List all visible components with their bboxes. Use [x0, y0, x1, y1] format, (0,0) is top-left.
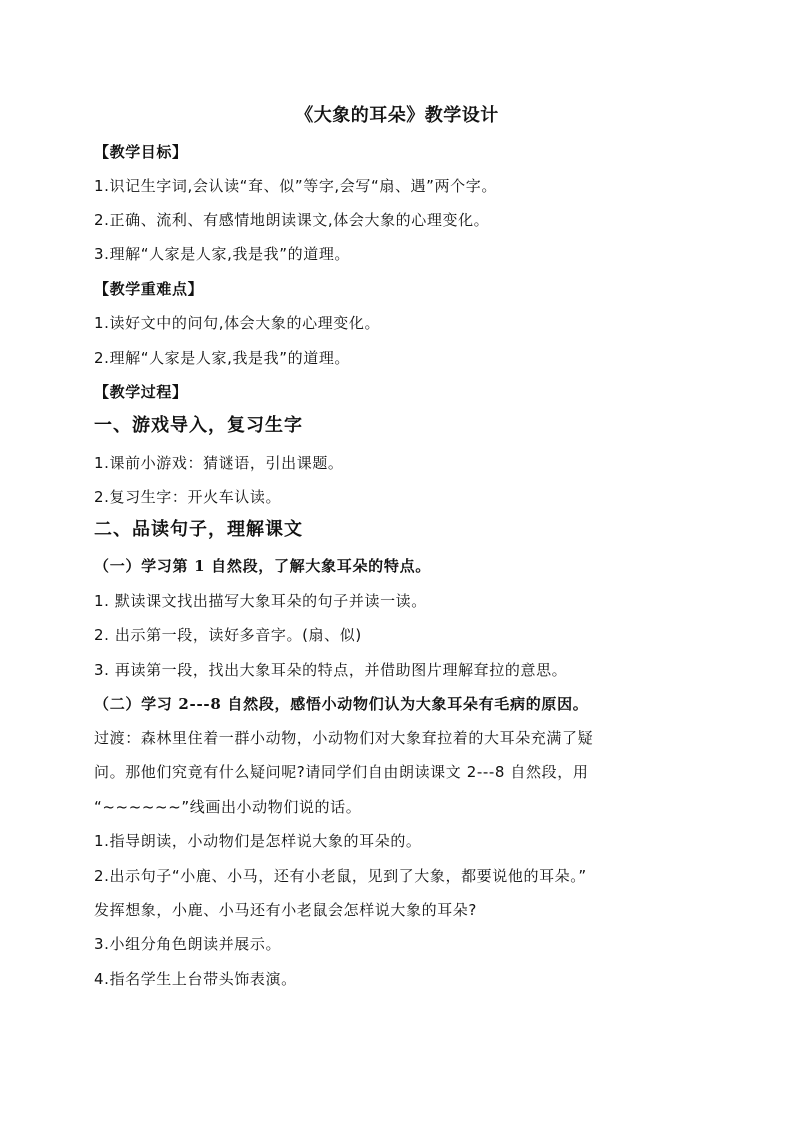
sub2-item-1: 1.指导朗读，小动物们是怎样说大象的耳朵的。 [94, 832, 422, 850]
sub2-item-4: 4.指名学生上台带头饰表演。 [94, 970, 297, 988]
sub2-item-3: 3.小组分角色朗读并展示。 [94, 935, 282, 953]
sub2-item-2-continued: 发挥想象，小鹿、小马还有小老鼠会怎样说大象的耳朵? [94, 901, 477, 919]
transition-line-2: 问。那他们究竟有什么疑问呢?请同学们自由朗读课文 2---8 自然段，用 [94, 763, 589, 781]
goal-item-3: 3.理解“人家是人家,我是我”的道理。 [94, 245, 351, 263]
sub1-item-1: 1. 默读课文找出描写大象耳朵的句子并读一读。 [94, 592, 427, 610]
sub1-item-2: 2. 出示第一段，读好多音字。(扇、似) [94, 626, 362, 644]
document-title: 《大象的耳朵》教学设计 [295, 105, 499, 126]
process-heading: 【教学过程】 [94, 383, 188, 401]
sub1-item-3: 3. 再读第一段，找出大象耳朵的特点，并借助图片理解耷拉的意思。 [94, 661, 568, 679]
part1-item-1: 1.课前小游戏：猜谜语，引出课题。 [94, 454, 344, 472]
sub2-heading: （二）学习 2---8 自然段，感悟小动物们认为大象耳朵有毛病的原因。 [94, 695, 589, 713]
part2-heading: 二、品读句子，理解课文 [94, 519, 303, 540]
sub1-heading: （一）学习第 1 自然段，了解大象耳朵的特点。 [94, 557, 431, 575]
key-points-heading: 【教学重难点】 [94, 280, 204, 298]
sub2-item-2: 2.出示句子“小鹿、小马，还有小老鼠，见到了大象，都要说他的耳朵。” [94, 867, 587, 885]
transition-line-3: “~~~~~~”线画出小动物们说的话。 [94, 798, 362, 816]
key-point-item-2: 2.理解“人家是人家,我是我”的道理。 [94, 349, 351, 367]
key-point-item-1: 1.读好文中的问句,体会大象的心理变化。 [94, 314, 381, 332]
transition-line-1: 过渡：森林里住着一群小动物，小动物们对大象耷拉着的大耳朵充满了疑 [94, 729, 594, 747]
goals-heading: 【教学目标】 [94, 143, 188, 161]
part1-heading: 一、游戏导入，复习生字 [94, 415, 303, 436]
goal-item-2: 2.正确、流利、有感情地朗读课文,体会大象的心理变化。 [94, 211, 490, 229]
part1-item-2: 2.复习生字：开火车认读。 [94, 488, 282, 506]
goal-item-1: 1.识记生字词,会认读“耷、似”等字,会写“扇、遇”两个字。 [94, 177, 497, 195]
